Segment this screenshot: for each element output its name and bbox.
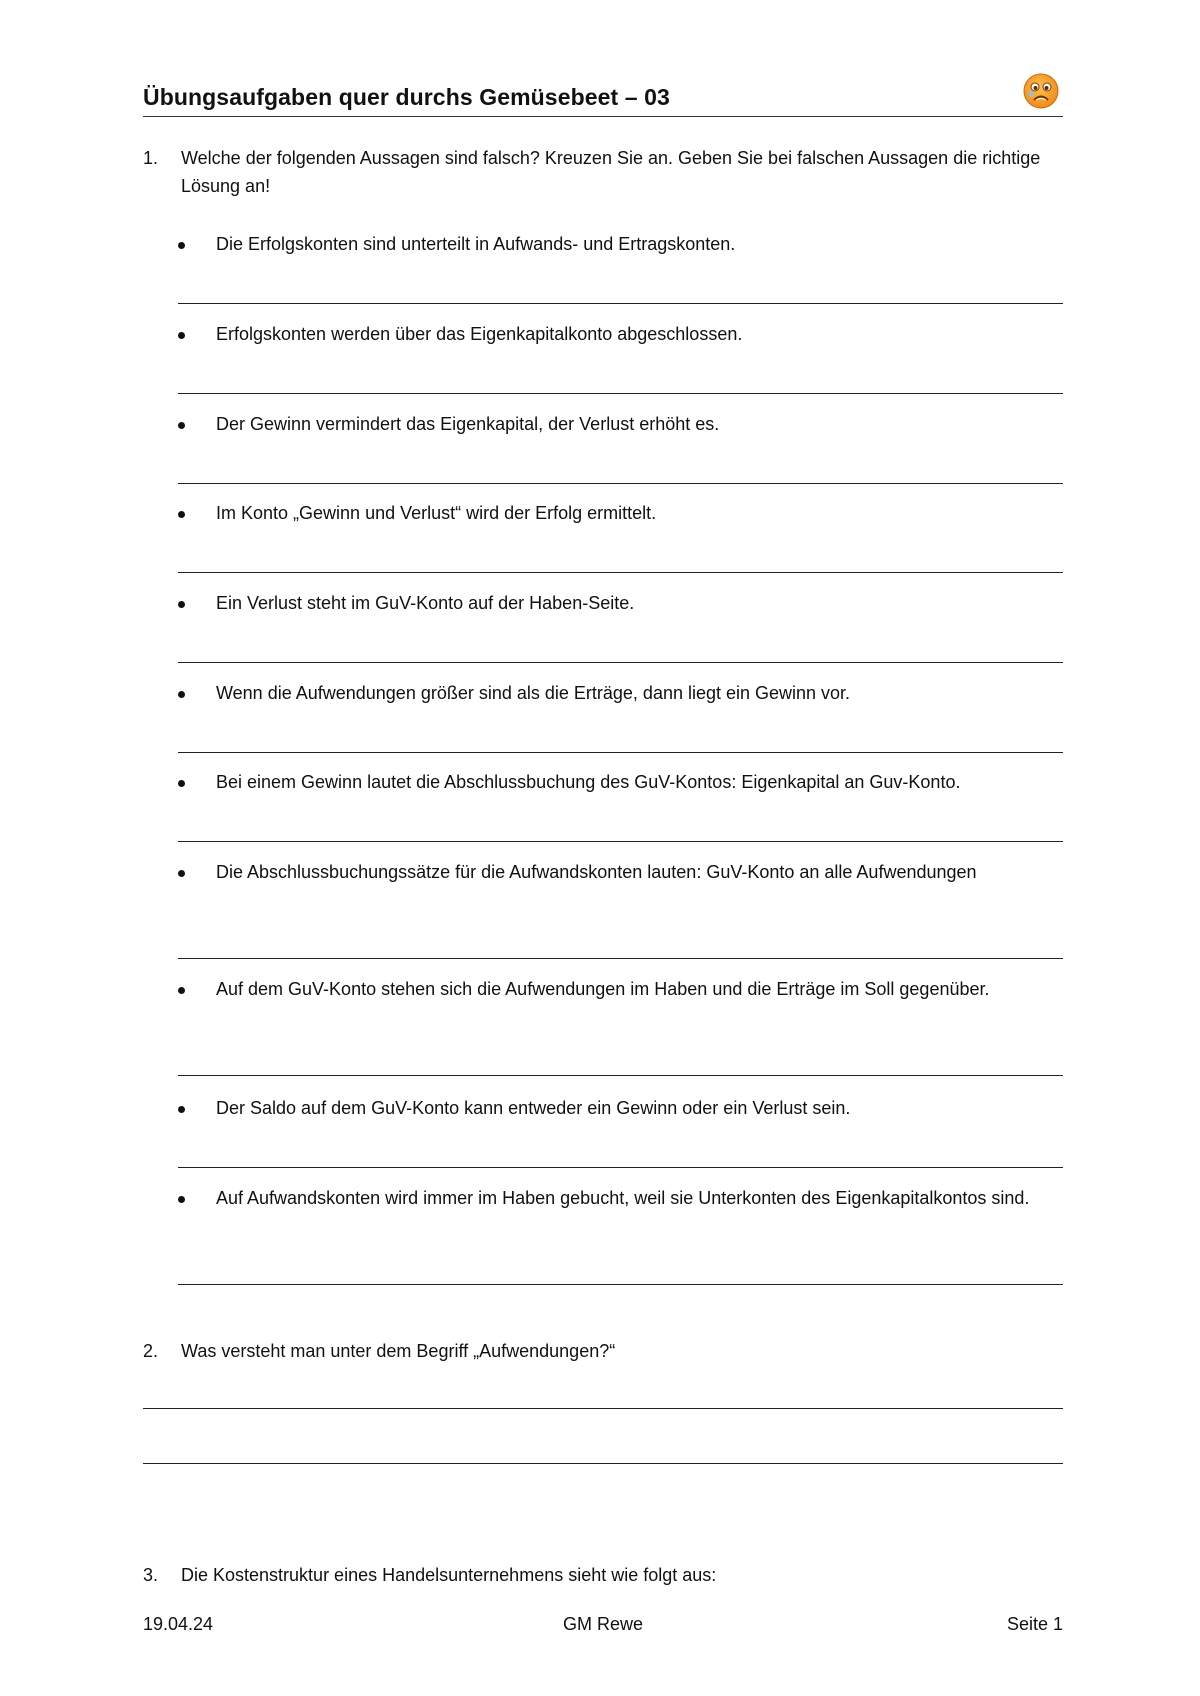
statement-text: Wenn die Aufwendungen größer sind als die Erträge, dann liegt ein Gewinn vor. <box>216 683 851 703</box>
crying-face-icon <box>1021 71 1061 111</box>
question-text: Was versteht man unter dem Begriff „Aufwendungen?“ <box>181 1341 616 1361</box>
page-header <box>143 76 1063 117</box>
statement-text: Auf Aufwandskonten wird immer im Haben gebucht, weil sie Unterkonten des Eigenkapitalkontos sind. <box>216 1188 1030 1208</box>
statement-text: Auf dem GuV-Konto stehen sich die Aufwendungen im Haben und die Erträge im Soll gegenüber. <box>216 979 990 999</box>
answer-line[interactable] <box>143 1408 1063 1409</box>
bullet <box>178 987 185 994</box>
page-title: Übungsaufgaben quer durchs Gemüsebeet – 03 <box>143 84 670 110</box>
answer-line[interactable] <box>178 752 1063 753</box>
footer-author: GM Rewe <box>562 1614 643 1634</box>
answer-line[interactable] <box>178 1167 1063 1168</box>
answer-line[interactable] <box>178 303 1063 304</box>
footer-date: 19.04.24 <box>143 1614 214 1634</box>
answer-line[interactable] <box>178 1284 1063 1285</box>
bullet <box>178 870 185 877</box>
answer-line[interactable] <box>178 958 1063 959</box>
answer-line[interactable] <box>143 1463 1063 1464</box>
answer-line[interactable] <box>178 572 1063 573</box>
answer-line[interactable] <box>178 1075 1063 1076</box>
statement-text: Ein Verlust steht im GuV-Konto auf der Haben-Seite. <box>216 593 635 613</box>
question-number: 2. <box>143 1341 159 1361</box>
bullet <box>178 511 185 518</box>
bullet <box>178 601 185 608</box>
question-number: 3. <box>143 1565 159 1585</box>
answer-line[interactable] <box>178 483 1063 484</box>
bullet <box>178 691 185 698</box>
bullet <box>178 332 185 339</box>
statement-text: Die Erfolgskonten sind unterteilt in Aufwands- und Ertragskonten. <box>216 234 736 254</box>
statement-text: Die Abschlussbuchungssätze für die Aufwandskonten lauten: GuV-Konto an alle Aufwendungen <box>216 862 977 882</box>
question-text: Die Kostenstruktur eines Handelsunternehmens sieht wie folgt aus: <box>181 1565 717 1585</box>
statement-text: Der Gewinn vermindert das Eigenkapital, der Verlust erhöht es. <box>216 414 720 434</box>
bullet <box>178 780 185 787</box>
statement-text: Erfolgskonten werden über das Eigenkapitalkonto abgeschlossen. <box>216 324 743 344</box>
answer-line[interactable] <box>178 393 1063 394</box>
bullet <box>178 422 185 429</box>
statement-text: Bei einem Gewinn lautet die Abschlussbuchung des GuV-Kontos: Eigenkapital an Guv-Konto. <box>216 772 961 792</box>
bullet <box>178 242 185 249</box>
answer-line[interactable] <box>178 662 1063 663</box>
statement-text: Im Konto „Gewinn und Verlust“ wird der Erfolg ermittelt. <box>216 503 657 523</box>
statement-text: Der Saldo auf dem GuV-Konto kann entweder ein Gewinn oder ein Verlust sein. <box>216 1098 851 1118</box>
answer-line[interactable] <box>178 841 1063 842</box>
bullet <box>178 1106 185 1113</box>
footer-page-number: Seite 1 <box>1006 1614 1063 1634</box>
bullet <box>178 1196 185 1203</box>
question-text: Welche der folgenden Aussagen sind falsch? Kreuzen Sie an. Geben Sie bei falschen Aussagen die richtige Lösung an! <box>181 148 1041 196</box>
question-number: 1. <box>143 148 159 168</box>
